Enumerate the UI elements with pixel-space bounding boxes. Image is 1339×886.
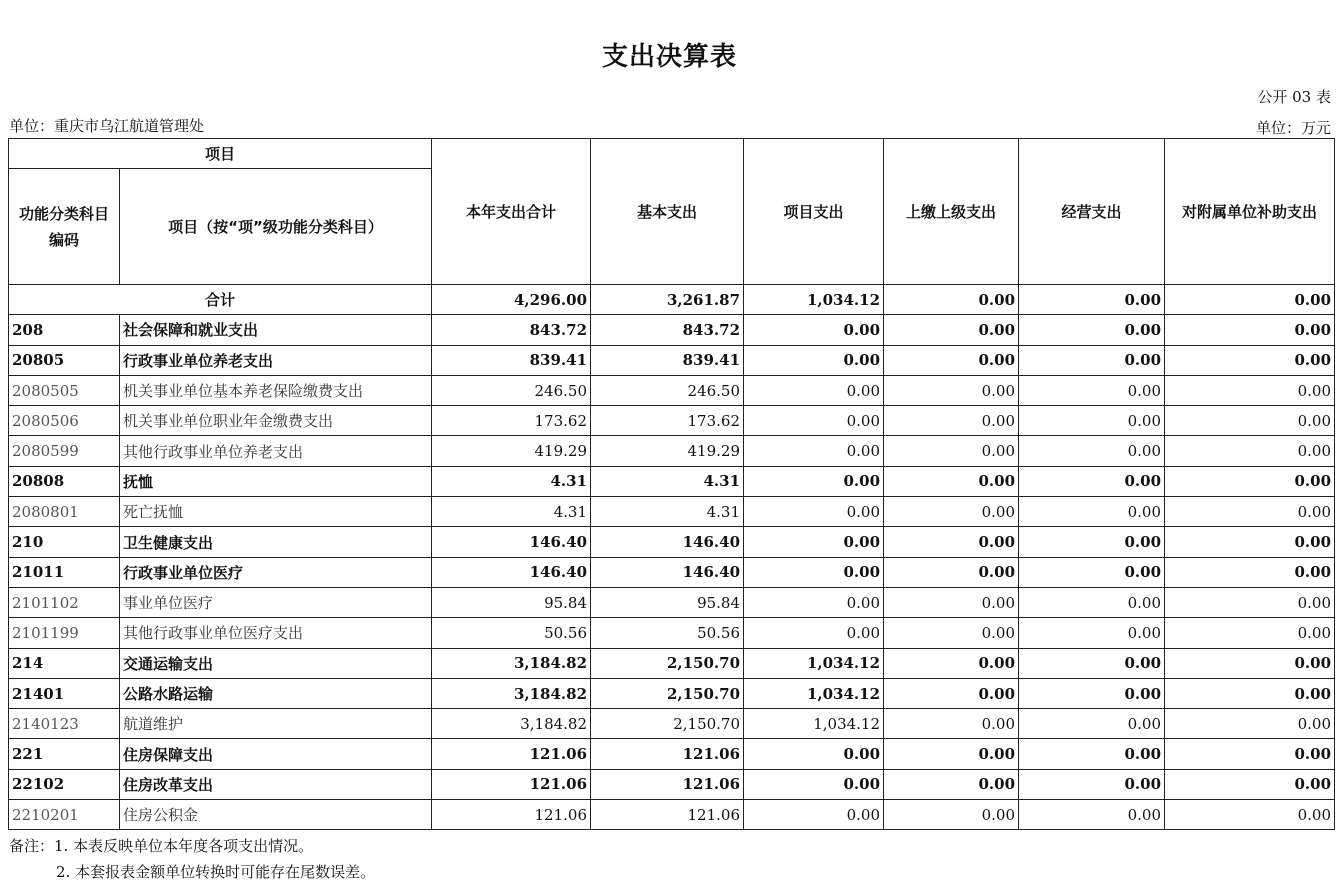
row-value: 0.00: [1019, 769, 1165, 799]
row-value: 843.72: [432, 315, 591, 345]
row-value: 0.00: [1019, 709, 1165, 739]
table-row: [9, 739, 1335, 769]
row-value: 0.00: [884, 497, 1019, 527]
row-value: 0.00: [884, 315, 1019, 345]
row-name: 航道维护: [120, 709, 432, 739]
total-value: 0.00: [1019, 285, 1165, 315]
row-code: 22102: [9, 769, 120, 799]
total-value: 3,261.87: [591, 285, 744, 315]
row-name: 其他行政事业单位医疗支出: [120, 618, 432, 648]
row-value: 173.62: [432, 406, 591, 436]
row-value: 1,034.12: [744, 709, 884, 739]
row-value: 0.00: [884, 618, 1019, 648]
total-label: 合计: [9, 285, 432, 315]
row-code: 208: [9, 315, 120, 345]
row-code: 2101199: [9, 618, 120, 648]
row-name: 卫生健康支出: [120, 527, 432, 557]
row-value: 839.41: [432, 345, 591, 375]
row-value: 246.50: [591, 375, 744, 405]
table-row: [9, 345, 1335, 375]
row-value: 146.40: [432, 557, 591, 587]
table-row: [9, 466, 1335, 496]
total-value: 1,034.12: [744, 285, 884, 315]
row-name: 事业单位医疗: [120, 587, 432, 617]
row-value: 0.00: [1019, 678, 1165, 708]
header-project: 项目: [9, 139, 432, 169]
row-value: 4.31: [591, 497, 744, 527]
header-code: 功能分类科目编码: [9, 169, 120, 285]
row-code: 2080599: [9, 436, 120, 466]
row-value: 0.00: [1165, 497, 1335, 527]
row-value: 146.40: [591, 557, 744, 587]
row-name: 公路水路运输: [120, 678, 432, 708]
row-value: 0.00: [884, 739, 1019, 769]
table-row: [9, 709, 1335, 739]
row-value: 839.41: [591, 345, 744, 375]
row-value: 0.00: [1165, 315, 1335, 345]
header-total: 本年支出合计: [432, 139, 591, 285]
row-value: 0.00: [1019, 648, 1165, 678]
table-row: [9, 648, 1335, 678]
row-name: 抚恤: [120, 466, 432, 496]
table-row: [9, 406, 1335, 436]
table-row: [9, 315, 1335, 345]
row-value: 146.40: [591, 527, 744, 557]
row-name: 死亡抚恤: [120, 497, 432, 527]
row-value: 0.00: [884, 527, 1019, 557]
row-code: 2080505: [9, 375, 120, 405]
row-value: 0.00: [1165, 406, 1335, 436]
row-value: 0.00: [744, 497, 884, 527]
row-value: 121.06: [591, 800, 744, 830]
row-value: 0.00: [1019, 587, 1165, 617]
table-row: [9, 375, 1335, 405]
row-code: 214: [9, 648, 120, 678]
row-value: 0.00: [884, 648, 1019, 678]
row-value: 419.29: [591, 436, 744, 466]
row-value: 95.84: [591, 587, 744, 617]
table-row: [9, 769, 1335, 799]
header-upper: 上缴上级支出: [884, 139, 1019, 285]
row-name: 行政事业单位医疗: [120, 557, 432, 587]
row-value: 0.00: [1165, 678, 1335, 708]
row-value: 0.00: [1165, 618, 1335, 648]
row-value: 0.00: [1165, 527, 1335, 557]
row-name: 交通运输支出: [120, 648, 432, 678]
row-value: 0.00: [884, 769, 1019, 799]
header-business: 经营支出: [1019, 139, 1165, 285]
page-title: 支出决算表: [601, 42, 737, 72]
row-code: 2080506: [9, 406, 120, 436]
unit-organization: 单位：重庆市乌江航道管理处: [9, 117, 205, 135]
row-value: 0.00: [884, 678, 1019, 708]
total-value: 0.00: [1165, 285, 1335, 315]
table-row: [9, 436, 1335, 466]
row-value: 0.00: [744, 587, 884, 617]
row-value: 0.00: [1019, 466, 1165, 496]
row-value: 0.00: [1019, 497, 1165, 527]
header-basic: 基本支出: [591, 139, 744, 285]
row-value: 50.56: [591, 618, 744, 648]
row-value: 0.00: [1165, 739, 1335, 769]
row-value: 4.31: [591, 466, 744, 496]
row-value: 0.00: [744, 315, 884, 345]
row-value: 121.06: [591, 769, 744, 799]
row-value: 3,184.82: [432, 678, 591, 708]
header-subsidy: 对附属单位补助支出: [1165, 139, 1335, 285]
row-value: 4.31: [432, 497, 591, 527]
row-value: 0.00: [744, 466, 884, 496]
row-value: 0.00: [1165, 557, 1335, 587]
row-value: 419.29: [432, 436, 591, 466]
note-1: 备注：1. 本表反映单位本年度各项支出情况。: [9, 837, 314, 855]
row-value: 1,034.12: [744, 648, 884, 678]
row-value: 0.00: [884, 557, 1019, 587]
row-value: 95.84: [432, 587, 591, 617]
row-code: 221: [9, 739, 120, 769]
table-row: [9, 527, 1335, 557]
row-value: 0.00: [884, 800, 1019, 830]
row-value: 0.00: [1165, 466, 1335, 496]
row-value: 0.00: [884, 466, 1019, 496]
row-value: 0.00: [1019, 618, 1165, 648]
row-code: 2210201: [9, 800, 120, 830]
unit-currency: 单位：万元: [1255, 119, 1331, 137]
row-value: 121.06: [432, 739, 591, 769]
row-value: 0.00: [884, 587, 1019, 617]
row-value: 0.00: [1019, 739, 1165, 769]
row-value: 0.00: [884, 709, 1019, 739]
row-value: 0.00: [1165, 345, 1335, 375]
row-code: 2101102: [9, 587, 120, 617]
row-code: 21011: [9, 557, 120, 587]
table-row: [9, 678, 1335, 708]
row-value: 0.00: [1165, 709, 1335, 739]
total-value: 4,296.00: [432, 285, 591, 315]
row-value: 121.06: [432, 800, 591, 830]
row-value: 0.00: [744, 800, 884, 830]
row-value: 0.00: [1165, 436, 1335, 466]
row-value: 0.00: [744, 375, 884, 405]
row-value: 0.00: [1019, 800, 1165, 830]
row-value: 121.06: [591, 739, 744, 769]
row-code: 2080801: [9, 497, 120, 527]
table-row: [9, 497, 1335, 527]
row-value: 0.00: [884, 345, 1019, 375]
total-row: [9, 285, 1335, 315]
row-value: 0.00: [1019, 557, 1165, 587]
row-value: 843.72: [591, 315, 744, 345]
row-name: 行政事业单位养老支出: [120, 345, 432, 375]
row-value: 0.00: [884, 436, 1019, 466]
row-value: 246.50: [432, 375, 591, 405]
row-code: 20808: [9, 466, 120, 496]
row-value: 0.00: [1019, 345, 1165, 375]
row-value: 146.40: [432, 527, 591, 557]
table-body: [9, 285, 1335, 830]
row-code: 210: [9, 527, 120, 557]
row-value: 0.00: [1019, 527, 1165, 557]
table-row: [9, 587, 1335, 617]
row-value: 0.00: [1165, 375, 1335, 405]
row-value: 173.62: [591, 406, 744, 436]
row-name: 机关事业单位职业年金缴费支出: [120, 406, 432, 436]
row-value: 4.31: [432, 466, 591, 496]
row-value: 0.00: [884, 375, 1019, 405]
row-value: 0.00: [1019, 436, 1165, 466]
row-code: 20805: [9, 345, 120, 375]
row-value: 121.06: [432, 769, 591, 799]
note-2: 2. 本套报表金额单位转换时可能存在尾数误差。: [56, 863, 376, 881]
row-value: 0.00: [744, 557, 884, 587]
row-name: 住房改革支出: [120, 769, 432, 799]
table-row: [9, 800, 1335, 830]
total-value: 0.00: [884, 285, 1019, 315]
form-number: 公开 03 表: [1257, 88, 1331, 106]
row-value: 0.00: [1165, 769, 1335, 799]
row-value: 0.00: [744, 345, 884, 375]
row-value: 0.00: [744, 739, 884, 769]
row-value: 0.00: [744, 618, 884, 648]
header-project-expense: 项目支出: [744, 139, 884, 285]
row-value: 2,150.70: [591, 648, 744, 678]
row-name: 住房公积金: [120, 800, 432, 830]
row-value: 0.00: [884, 406, 1019, 436]
row-value: 2,150.70: [591, 709, 744, 739]
table-row: [9, 618, 1335, 648]
row-value: 0.00: [1165, 587, 1335, 617]
row-value: 3,184.82: [432, 648, 591, 678]
row-name: 社会保障和就业支出: [120, 315, 432, 345]
row-name: 机关事业单位基本养老保险缴费支出: [120, 375, 432, 405]
row-value: 0.00: [744, 527, 884, 557]
row-value: 3,184.82: [432, 709, 591, 739]
row-value: 1,034.12: [744, 678, 884, 708]
row-value: 0.00: [744, 769, 884, 799]
row-code: 2140123: [9, 709, 120, 739]
table-row: [9, 557, 1335, 587]
row-value: 0.00: [744, 406, 884, 436]
row-value: 0.00: [1019, 375, 1165, 405]
row-name: 住房保障支出: [120, 739, 432, 769]
row-value: 50.56: [432, 618, 591, 648]
header-name: 项目（按“项”级功能分类科目）: [120, 169, 432, 285]
row-name: 其他行政事业单位养老支出: [120, 436, 432, 466]
expenditure-table: [8, 138, 1335, 830]
row-value: 0.00: [1019, 406, 1165, 436]
row-value: 2,150.70: [591, 678, 744, 708]
row-code: 21401: [9, 678, 120, 708]
row-value: 0.00: [1165, 648, 1335, 678]
row-value: 0.00: [1019, 315, 1165, 345]
row-value: 0.00: [744, 436, 884, 466]
row-value: 0.00: [1165, 800, 1335, 830]
